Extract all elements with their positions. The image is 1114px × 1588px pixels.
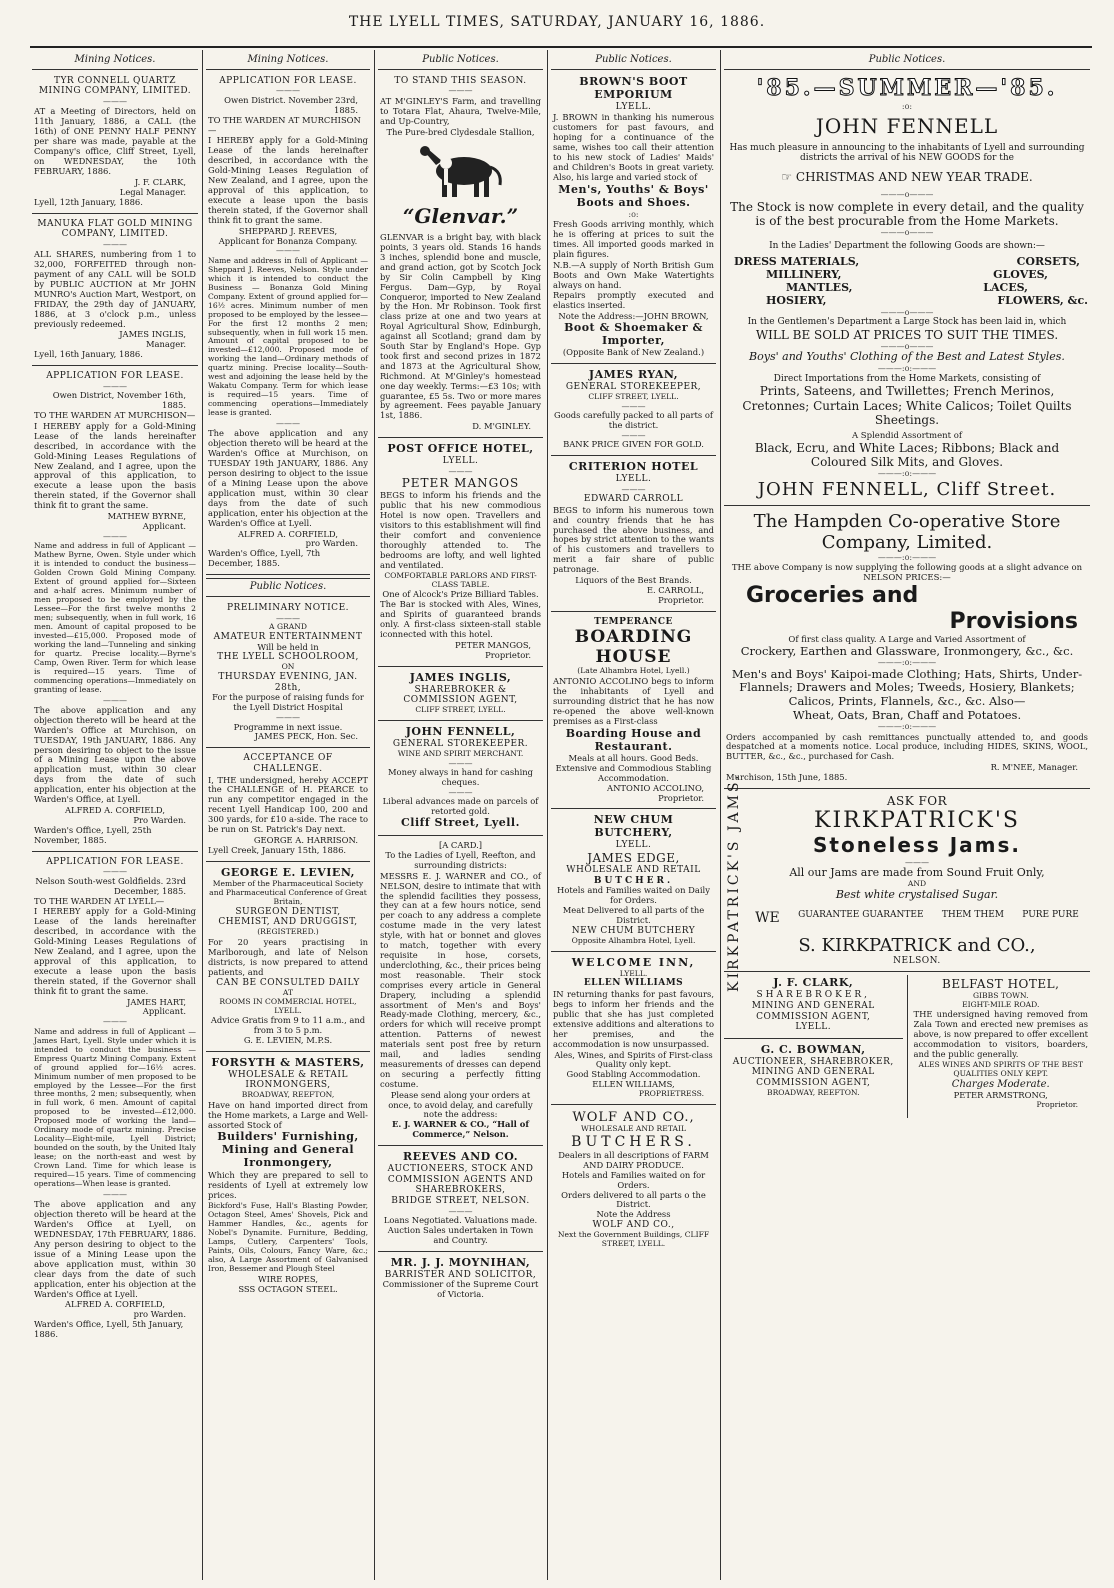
- signature: D. M'GINLEY.: [472, 421, 531, 432]
- warner-card: [A CARD.] To the Ladies of Lyell, Reefton, and surrounding districts: MESSRS E. J. WARNER and CO., of NELSON, desire to intimate that with the splendid facilities they possess, they can at a few hours notice, send per coach to any address a complete costume made in the very latest style, with hat or bonnet and gloves to match, together with every requisite in hose, corsets, underclothing, &c., their prices being most reasonable. Their stock comprises every article in General Drapery, including a splendid assortment of Men's and Boys' Ready-made Clothing, mercery, &c., orders for which will receive prompt attention. Patterns of newest materials sent post free by return mail, and ladies sending measurements of dresses can depend on securing a perfectly fitting costume. Please send along your orders at once, to avoid delay, and carefully note the address: E. J. WARNER & CO., “Hall of Commerce,” Nelson.: [378, 839, 543, 1146]
- reeves-lease-application: APPLICATION FOR LEASE. ——— Owen District. November 23rd, 1885. TO THE WARDEN AT MURCHISON— I HEREBY apply for a Gold-Mining Lease of the lands hereinafter described, in accordance with the Gold-Mining Leases Regulation of New Zealand, and I agree, upon the approval of this application, to execute a lease upon the basis therein stated, if the Governor shall think fit to grant the same. SHEPPARD J. REEVES, Applicant for Bonanza Company. ——— Name and address in full of Applicant —Sheppard J. Reeves, Nelson. Style under which it is intended to conduct the Business — Bonanza Gold Mining Company. Extent of ground applied for—16½ acres. Minimum number of men proposed to be employed by the lessee—For the first 12 months 2 men; subsequently, when in full work 15 men. Amount of capital proposed to be invested—£12,000. Proposed mode of working the land—Ordinary methods of quartz mining. Precise locality—South-west and adjoining the lease held by the Wakatu Company. Term for which lease is required—15 years. Time of commencing operations—Immediately lease is granted. ——— The above application and any objection thereto will be heard at the Warden's Office at Murchison, on TUESDAY 19th JANUARY, 1886. Any person desiring to object to the issue of a Mining Lease upon the above application must, within 30 clear days from the date of such application, enter his objection at the Warden's Office at Lyell. ALFRED A. CORFIELD, pro Warden. Warden's Office, Lyell, 7th December, 1885.: [206, 74, 370, 575]
- advert-title: The Hampden Co-operative Store Company, Limited.: [753, 510, 1061, 554]
- notice-title: TYR CONNELL QUARTZ MINING COMPANY, LIMITED.: [38, 75, 192, 97]
- clark-sharebroker-advert: J. F. CLARK, SHAREBROKER, MINING AND GENERAL COMMISSION AGENT, LYELL.: [724, 975, 903, 1038]
- temperance-boarding-house-advert: TEMPERANCE BOARDING HOUSE (Late Alhambra Hotel, Lyell.) ANTONIO ACCOLINO begs to inform the inhabitants of Lyell and surrounding district that he has now re-opened the above well-known premises as a First-class Boarding House and Restaurant. Meals at all hours. Good Beds. Extensive and Commodious Stabling Accommodation. ANTONIO ACCOLINO, Proprietor.: [551, 615, 716, 810]
- signature: GEORGE A. HARRISON.: [253, 834, 358, 845]
- notice-title: ACCEPTANCE OF CHALLENGE.: [243, 753, 333, 774]
- event-date: THURSDAY EVENING, JAN. 28th,: [218, 672, 358, 693]
- hampden-cooperative-advert: The Hampden Co-operative Store Company, Limited. ———:o:——— THE above Company is now supplying the following goods at a slight advance on NELSON PRICES:— Groceries and Provisions Of first class quality. A Large and Varied Assortment of Crockery, Earthen and Glassware, Ironmongery, &c., &c. ———:o:——— Men's and Boys' Kaipoi-made Clothing; Hats, Shirts, Under-Flannels; Drawers and Moles; Tweeds, Hosiery, Blankets; Calicos, Prints, Flannels, &c., &c. Also— Wheat, Oats, Bran, Chaff and Potatoes. ———:o:——— Orders accompanied by cash remittances punctually attended to, and goods despatched at a moments notice. Local produce, including HIDES, SKINS, WOOL, BUTTER, &c., &c., purchased for Cash. R. M'NEE, Manager. Murchison, 15th June, 1885.: [724, 509, 1090, 789]
- bowman-advert: G. C. BOWMAN, AUCTIONEER, SHAREBROKER, MINING AND GENERAL COMMISSION AGENT, BROADWAY, REEFTON.: [724, 1042, 903, 1103]
- addressee: TO THE WARDEN AT MURCHISON—: [208, 114, 361, 135]
- signature: E. CARROLL,: [646, 584, 704, 595]
- bottom-adverts: [724, 975, 1090, 1117]
- fennell-summer-advert: '85.—SUMMER—'85. :o: JOHN FENNELL Has much pleasure in announcing to the inhabitants of Lyell and surrounding districts the arrival of his NEW GOODS for the ☞ CHRISTMAS AND NEW YEAR TRADE. ———o——— The Stock is now complete in every detail, and the quality is of the best procurable from the Home Markets. ———o——— In the Ladies' Department the following Goods are shown:— DRESS MATERIALS, CORSETS, MILLINERY, GLOVES, MANTLES, LACES, HOSIERY, FLOWERS, &c. ———o——— In the Gentlemen's Department a Large Stock has been laid in, which WILL BE SOLD AT PRICES TO SUIT THE TIMES. ———o——— Boys' and Youths' Clothing of the Best and Latest Styles. ———:o:——— Direct Importations from the Home Markets, consisting of Prints, Sateens, and Twillettes; French Merinos, Cretonnes; Curtain Laces; White Calicos; Toilet Quilts Sheetings. A Splendid Assortment of Black, Ecru, and White Laces; Ribbons; Black and Coloured Silk Mits, and Gloves. ———:o:——— JOHN FENNELL, Cliff Street.: [724, 74, 1090, 506]
- stallion-name: “Glenvar.”: [402, 204, 519, 229]
- venue: THE LYELL SCHOOLROOM,: [217, 652, 359, 663]
- advert-title: BROWN'S BOOT EMPORIUM: [579, 74, 688, 101]
- advert-title: JAMES INGLIS,: [409, 670, 512, 684]
- fennell-storekeeper-advert: JOHN FENNELL, GENERAL STOREKEEPER. WINE AND SPIRIT MERCHANT. ——— Money always in hand for cashing cheques. ——— Liberal advances made on parcels of retorted gold. Cliff Street, Lyell.: [378, 724, 543, 836]
- column-3: [378, 52, 543, 1580]
- christmas-line: ☞ CHRISTMAS AND NEW YEAR TRADE.: [781, 170, 1033, 184]
- advert-title: POST OFFICE HOTEL,: [387, 442, 534, 456]
- place: Nelson South-west Goldfields. 23rd December, 1885.: [35, 875, 186, 896]
- signature: JAMES PECK, Hon. Sec.: [254, 731, 358, 742]
- signature: ANTONIO ACCOLINO,: [607, 782, 704, 793]
- wolf-and-co-advert: WOLF AND CO., WHOLESALE AND RETAIL BUTCHERS. Dealers in all descriptions of FARM AND DAIRY PRODUCE. Hotels and Families waited on for Orders. Orders delivered to all parts o the District. Note the Address WOLF AND CO., Next the Government Buildings, CLIFF STREET, LYELL.: [551, 1108, 716, 1254]
- date: Lyell Creek, January 15th, 1886.: [208, 844, 347, 855]
- notice-body: I HEREBY apply for a Gold-Mining Lease of the lands hereinafter described, in accordance with the Gold-Mining Leases Regulations of New Zealand, and I agree, upon the approval of this application, to execute a lease upon the basis therein stated, if the Governor shall think fit to grant the same.: [34, 420, 196, 511]
- role: Applicant for Bonanza Company.: [218, 235, 358, 246]
- lease-details: Name and address in full of Applicant —James Hart, Lyell. Style under which it is intended to conduct the business — Empress Quartz Mining Company. Extent of ground applied for—16½ acres. Minimum number of men proposed to be employed by the Lessee—For the first three months, 2 men; subsequently, when in full work, 6 men. Amount of capital proposed to be invested—£12,000. Proposed mode of working the land—Ordinary mode of quartz mining. Precise Locality—Eight-mile, Lyell District; bounded on the south, by the United Italy lease; on the north-east and west by Crown Land. Time for which lease is required—15 years. Time of commencing operations—When lease is granted.: [34, 1026, 196, 1189]
- place: Owen District, November 16th, 1885.: [52, 390, 186, 411]
- date: Lyell, 16th January, 1886.: [34, 349, 143, 360]
- column-5: [724, 52, 1090, 1580]
- role: Applicant.: [142, 1006, 186, 1017]
- notice-title: PRELIMINARY NOTICE.: [226, 602, 349, 613]
- column-header: Public Notices.: [724, 52, 1090, 70]
- advert-title: JOHN FENNELL: [815, 114, 999, 139]
- addressee: TO THE WARDEN AT MURCHISON—: [34, 410, 196, 420]
- column-4: [551, 52, 716, 1580]
- signature: JAMES INGLIS,: [119, 329, 186, 340]
- challenge-notice: [206, 751, 370, 861]
- warden-signature: ALFRED A. CORFIELD,: [64, 805, 166, 816]
- advert-title: NEW CHUM BUTCHERY,: [593, 813, 674, 840]
- notice-body: ALL SHARES, numbering from 1 to 32,000, FORFEITED through non-payment of any CALL will be SOLD by PUBLIC AUCTION at Mr JOHN MUNRO's Auction Mart, Westport, on FRIDAY, the 29th day of JANUARY, 1886, at 3 o'clock p.m., unless previously redeemed.: [34, 249, 196, 329]
- notice-body: I, THE undersigned, hereby ACCEPT the CHALLENGE of H. PEARCE to run any competitor engaged in the recent Lyell Handicap 100, 200 and 300 yards, for £10 a-side. The race to be run on St. Patrick's Day next.: [208, 774, 368, 835]
- role: Manager.: [145, 339, 186, 350]
- advert-title: BELFAST HOTEL,: [942, 977, 1060, 992]
- groceries-heading: Groceries and: [746, 582, 919, 608]
- event-name: AMATEUR ENTERTAINMENT: [213, 631, 363, 642]
- notice-title: APPLICATION FOR LEASE.: [46, 856, 184, 867]
- glenvar-stallion-advert: TO STAND THIS SEASON. ——— AT M'GINLEY'S Farm, and travelling to Totara Flat, Ahaura, Twelve-Mile, and Up-Country, The Pure-bred Clydesdale Stallion, “Glenvar.” GLENVAR is a bright bay, with black points, 3 years old. Stands 16 hands 3 inches, splendid bone and muscle, and grand action, got by Scotch Jock by Sir Colin Campbell by King Fergus. Dam—Gyp, by Royal Conqueror, imported to New Zealand by the Hon. Mr Robinson. Took first class prize at one and two years at Royal Agricultural Show, Edinburgh, against all Scotland; grand dam by South Star by England's Hope. Gyp took first and second prizes in 1872 and 1873 at the Agricultural Show, Richmond. At M'Ginley's homestead one day weekly. Terms:—£3 10s; with guarantee, £5 5s. Two or more mares by agreement. Fees payable January 1st, 1886. D. M'GINLEY.: [378, 74, 543, 438]
- advert-title: TO STAND THIS SEASON.: [394, 75, 527, 86]
- column-header: Public Notices.: [378, 52, 543, 70]
- provisions-heading: Provisions: [949, 608, 1078, 634]
- advert-title: JOHN FENNELL,: [405, 725, 516, 738]
- advert-title: GEORGE E. LEVIEN,: [220, 865, 356, 879]
- column-rule: [547, 50, 548, 1580]
- advert-title: FORSYTH & MASTERS,: [211, 1055, 365, 1069]
- reeves-auctioneers-advert: REEVES AND CO. AUCTIONEERS, STOCK AND COMMISSION AGENTS AND SHAREBROKERS, BRIDGE STREET, NELSON. ——— Loans Negotiated. Valuations made. Auction Sales undertaken in Town and Country.: [378, 1149, 543, 1252]
- advert-title: MR. J. J. MOYNIHAN,: [390, 1255, 531, 1269]
- notice-body: I HEREBY apply for a Gold-Mining Lease of the lands hereinafter described, in accordance with the Gold-Mining Leases Regulation of New Zealand, and I agree, upon the approval of this application, to execute a lease upon the basis therein stated, if the Governor shall think fit to grant the same.: [208, 135, 368, 225]
- office-date: Warden's Office, Lyell, 25th November, 1885.: [34, 824, 152, 845]
- column-1: [32, 52, 198, 1580]
- guarantee-line: WE GUARANTEE GUARANTEE THEM THEM PURE PURE: [755, 910, 1079, 927]
- lease-details: Name and address in full of Applicant —Sheppard J. Reeves, Nelson. Style under which it is intended to conduct the Business — Bonanza Gold Mining Company. Extent of ground applied for—16½ acres. Minimum number of men proposed to be employed by the lessee—For the first 12 months 2 men; subsequently, when in full work 15 men. Amount of capital proposed to be invested—£12,000. Proposed mode of working the land—Ordinary methods of quartz mining. Precise locality—South-west and adjoining the lease held by the Wakatu Company. Term for which lease is required—15 years. Time of commencing operations—Immediately lease is granted.: [208, 255, 368, 418]
- brown-boot-emporium-advert: BROWN'S BOOT EMPORIUM LYELL. J. BROWN in thanking his numerous customers for past favours, and hoping for a continuance of the same, wishes too call their attention to his new stock of Ladies' Maids' and Children's Boots in great variety. Also, his large and varied stock of Men's, Youths' & Boys' Boots and Shoes. :o: Fresh Goods arriving monthly, which he is offering at prices to suit the times. All imported goods marked in plain figures. N.B.—A supply of North British Gum Boots and Own Make Watertights always on hand. Repairs promptly executed and elastics inserted. Note the Address:—JOHN BROWN, Boot & Shoemaker & Importer, (Opposite Bank of New Zealand.): [551, 74, 716, 364]
- notice-title: APPLICATION FOR LEASE.: [219, 75, 357, 86]
- advert-title: KIRKPATRICK'S: [814, 808, 1020, 834]
- criterion-hotel-advert: CRITERION HOTEL LYELL. ——— EDWARD CARROLL BEGS to inform his numerous town and country friends that he has purchased the above business, and hopes by strict attention to the wants of his customers and travellers to merit a fair share of public patronage. Liquors of the Best Brands. E. CARROLL, Proprietor.: [551, 459, 716, 612]
- tyr-connell-notice: TYR CONNELL QUARTZ MINING COMPANY, LIMITED. ——— AT a Meeting of Directors, held on 11th January, 1886, a CALL (the 16th) of ONE PENNY HALF PENNY per share was made, payable at the Company's office, Cliff Street, Lyell, on WEDNESDAY, the 10th FEBRUARY, 1886. J. F. CLARK, Legal Manager. Lyell, 12th January, 1886.: [32, 74, 198, 214]
- manuka-flat-notice: MANUKA FLAT GOLD MINING COMPANY, LIMITED. ——— ALL SHARES, numbering from 1 to 32,000, FORFEITED through non-payment of any CALL will be SOLD by PUBLIC AUCTION at Mr JOHN MUNRO's Auction Mart, Westport, on FRIDAY, the 29th day of JANUARY, 1886, at 3 o'clock p.m., unless previously redeemed. JAMES INGLIS, Manager. Lyell, 16th January, 1886.: [32, 217, 198, 367]
- signature: PETER MANGOS,: [454, 640, 531, 651]
- advert-title: CRITERION HOTEL: [568, 460, 699, 474]
- forsyth-masters-advert: FORSYTH & MASTERS, WHOLESALE & RETAIL IRONMONGERS, BROADWAY, REEFTON, Have on hand imported direct from the Home markets, a Large and Well-assorted Stock of Builders' Furnishing, Mining and General Ironmongery, Which they are prepared to sell to residents of Lyell at extremely low prices. Bickford's Fuse, Hall's Blasting Powder, Octagon Steel, Ames' Shovels, Pick and Hammer Handles, &c., agents for Nobel's Dynamite. Furniture, Bedding, Lamps, Cutlery, Carpenters' Tools, Paints, Oils, Colours, Fancy Ware, &c.; also, A Large Assortment of Galvanised Iron, Bessemer and Plough Steel WIRE ROPES, SSS OCTAGON STEEL.: [208, 1055, 368, 1294]
- levien-advert: GEORGE E. LEVIEN, Member of the Pharmaceutical Society and Pharmaceutical Conference of Great Britain, SURGEON DENTIST, CHEMIST, AND DRUGGIST, (REGISTERED.) For 20 years practising in Marlborough, and late of Nelson districts, is now prepared to attend patients, and CAN BE CONSULTED DAILY AT ROOMS IN COMMERCIAL HOTEL, LYELL. Advice Gratis from 9 to 11 a.m., and from 3 to 5 p.m. G. E. LEVIEN, M.P.S.: [206, 865, 370, 1052]
- ladies-goods: DRESS MATERIALS, CORSETS,: [734, 254, 1080, 268]
- signature: E. J. WARNER & CO., “Hall of Commerce,” Nelson.: [392, 1119, 529, 1140]
- column-2: [206, 52, 370, 1580]
- advert-title: G. C. BOWMAN,: [760, 1042, 866, 1056]
- james-ryan-advert: JAMES RYAN, GENERAL STOREKEEPER, CLIFF STREET, LYELL. ——— Goods carefully packed to all parts of the district. ——— BANK PRICE GIVEN FOR GOLD.: [551, 367, 716, 456]
- belfast-hotel-advert: BELFAST HOTEL, GIBBS TOWN. EIGHT-MILE ROAD. THE undersigned having removed from Zala Town and erected new premises as above, is now prepared to offer excellent accommodation to visitors, boarders, and the public generally. ALES WINES AND SPIRITS OF THE BEST QUALITIES ONLY KEPT. Charges Moderate. PETER ARMSTRONG, Proprietor.: [913, 977, 1088, 1109]
- welcome-inn-advert: WELCOME INN, LYELL. ELLEN WILLIAMS IN returning thanks for past favours, begs to inform her friends and the public that she has just completed extensive additions and alterations to her premises, and the accommodation is now unsurpassed. Ales, Wines, and Spirits of First-class Quality only kept. Good Stabling Accommodation. ELLEN WILLIAMS, PROPRIETRESS.: [551, 955, 716, 1106]
- lease-details: Name and address in full of Applicant —Mathew Byrne, Owen. Style under which it is intended to conduct the business—Golden Crown Gold Mining Company. Extent of ground applied for—Sixteen and a-half acres. Minimum number of men proposed to be employed by the Lessee—For the first twelve months 2 men; subsequently, when in full work, 16 men. Amount of capital proposed to be invested—£15,000. Proposed mode of working the land—Tunneling and sinking for quartz. Precise locality.—Byrne's Camp, Owen River. Term for which lease is required—15 years. Time of commencing operations—Immediately on granting of lease.: [34, 541, 196, 694]
- signature: G. E. LEVIEN, M.P.S.: [243, 1034, 333, 1045]
- horse-illustration-icon: [416, 141, 506, 201]
- date: Murchison, 15th June, 1885.: [726, 772, 848, 783]
- column-rule: [202, 50, 203, 1580]
- notice-title: MANUKA FLAT GOLD MINING COMPANY, LIMITED.: [37, 218, 193, 240]
- office-date: Warden's Office, Lyell, 5th January, 1886.: [34, 1319, 184, 1340]
- signature: SHEPPARD J. REEVES,: [238, 225, 338, 236]
- warden-role: pro Warden.: [305, 538, 358, 549]
- warden-signature: ALFRED A. CORFIELD,: [64, 1299, 166, 1310]
- hearing-notice: The above application and any objection thereto will be heard at the Warden's Office at Lyell, on WEDNESDAY, 17th FEBRUARY, 1886. Any person desiring to object to the issue of a Mining Lease upon the above application must, within 30 clear days from the date of such application, enter his objection at the Warden's Office at Lyell.: [34, 1199, 196, 1299]
- column-header: Mining Notices.: [32, 52, 198, 70]
- new-chum-butchery-advert: NEW CHUM BUTCHERY, LYELL. JAMES EDGE, WHOLESALE AND RETAIL BUTCHER. Hotels and Families waited on Daily for Orders. Meat Delivered to all parts of the District. NEW CHUM BUTCHERY Opposite Alhambra Hotel, Lyell.: [551, 812, 716, 951]
- date: Lyell, 12th January, 1886.: [34, 196, 143, 207]
- signature: PETER ARMSTRONG,: [953, 1089, 1048, 1100]
- summer-banner: '85.—SUMMER—'85.: [756, 74, 1058, 101]
- office-date: Warden's Office, Lyell, 7th December, 1885.: [208, 548, 321, 569]
- column-header: Public Notices.: [206, 578, 370, 597]
- notice-title: APPLICATION FOR LEASE.: [46, 371, 184, 382]
- signature: MATHEW BYRNE,: [107, 511, 186, 522]
- advert-title: REEVES AND CO.: [402, 1150, 519, 1164]
- notice-body: AT a Meeting of Directors, held on 11th January, 1886, a CALL (the 16th) of ONE PENNY HALF PENNY per share was made, payable at the Company's office, Cliff Street, Lyell, on WEDNESDAY, the 10th FEBRUARY, 1886.: [34, 106, 196, 176]
- advert-title: WOLF AND CO.,: [572, 1110, 695, 1126]
- moynihan-advert: MR. J. J. MOYNIHAN, BARRISTER AND SOLICITOR, Commissioner of the Supreme Court of Victoria.: [378, 1255, 543, 1305]
- role: Legal Manager.: [119, 186, 186, 197]
- byrne-lease-application: APPLICATION FOR LEASE. ——— Owen District, November 16th, 1885. TO THE WARDEN AT MURCHISON— I HEREBY apply for a Gold-Mining Lease of the lands hereinafter described, in accordance with the Gold-Mining Leases Regulations of New Zealand, and I agree, upon the approval of this application, to execute a lease upon the basis therein stated, if the Governor shall think fit to grant the same. MATHEW BYRNE, Applicant. ——— Name and address in full of Applicant —Mathew Byrne, Owen. Style under which it is intended to conduct the business—Golden Crown Gold Mining Company. Extent of ground applied for—Sixteen and a-half acres. Minimum number of men proposed to be employed by the Lessee—For the first twelve months 2 men; subsequently, when in full work, 16 men. Amount of capital proposed to be invested—£15,000. Proposed mode of working the land—Tunneling and sinking for quartz. Precise locality.—Byrne's Camp, Owen River. Term for which lease is required—15 years. Time of commencing operations—Immediately on granting of lease. ——— The above application and any objection thereto will be heard at the Warden's Office at Murchison, on TUESDAY, 19th JANUARY, 1886. Any person desiring to object to the issue of a Mining Lease upon the above application must, within 30 clear days from the date of such application, enter his objection at the Warden's Office, at Lyell. ALFRED A. CORFIELD, Pro Warden. Warden's Office, Lyell, 25th November, 1885.: [32, 369, 198, 852]
- hearing-notice: The above application and any objection thereto will be heard at the Warden's Office at Murchison, on TUESDAY 19th JANUARY, 1886. Any person desiring to object to the issue of a Mining Lease upon the above application must, within 30 clear days from the date of such application, enter his objection at the Warden's Office at Lyell.: [208, 428, 368, 528]
- post-office-hotel-advert: POST OFFICE HOTEL, LYELL. ——— PETER MANGOS BEGS to inform his friends and the public that his new commodious Hotel is now open. Travellers and visitors to this establishment will find their comfort and convenience thoroughly attended to. The bedrooms are lofty, and well lighted and ventilated. COMFORTABLE PARLORS AND FIRST-CLASS TABLE. One of Alcock's Prize Billiard Tables. The Bar is stocked with Ales, Wines, and Spirits of guaranteed brands only. A first-class sixteen-stall stable iconnected with this hotel. PETER MANGOS, Proprietor.: [378, 441, 543, 667]
- column-rule: [720, 50, 721, 1580]
- advert-title: JAMES RYAN,: [588, 367, 679, 381]
- column-header: Mining Notices.: [206, 52, 370, 70]
- notice-body: I HEREBY apply for a Gold-Mining Lease of the lands hereinafter described, in accordance with the Gold-Mining Leases Regulations of New Zealand, and I agree, upon the approval of this application, to execute a lease upon the basis therein stated, if the Governor shall think fit to grant the same.: [34, 906, 196, 996]
- kirkpatrick-jams-advert: KIRKPATRICK'S JAMS. ASK FOR KIRKPATRICK'S Stoneless Jams. ——— All our Jams are made from Sound Fruit Only, AND Best white crystalised Sugar. WE GUARANTEE GUARANTEE THEM THEM PURE PURE S. KIRKPATRICK and CO., NELSON.: [724, 792, 1090, 972]
- place: Owen District. November 23rd, 1885.: [224, 94, 358, 115]
- signature: JAMES HART,: [126, 996, 186, 1007]
- entertainment-notice: PRELIMINARY NOTICE. ——— A GRAND AMATEUR ENTERTAINMENT Will be held in THE LYELL SCHOOLROOM, ON THURSDAY EVENING, JAN. 28th, For the purpose of raising funds for the Lyell District Hospital ——— Programme in next issue. JAMES PECK, Hon. Sec.: [206, 601, 370, 748]
- signature: R. M'NEE, Manager.: [990, 762, 1078, 773]
- signature: ELLEN WILLIAMS,: [592, 1079, 675, 1090]
- hearing-notice: The above application and any objection thereto will be heard at the Warden's Office at Murchison, on TUESDAY, 19th JANUARY, 1886. Any person desiring to object to the issue of a Mining Lease upon the above application must, within 30 clear days from the date of such application, enter his objection at the Warden's Office, at Lyell.: [34, 704, 196, 805]
- masthead: THE LYELL TIMES, SATURDAY, JANUARY 16, 1886.: [348, 14, 766, 30]
- pointing-hand-icon: ☞: [781, 170, 796, 184]
- inglis-sharebroker-advert: JAMES INGLIS, SHAREBROKER & COMMISSION AGENT, CLIFF STREET, LYELL.: [378, 670, 543, 721]
- signature: J. F. CLARK,: [134, 176, 186, 187]
- hart-lease-application: APPLICATION FOR LEASE. ——— Nelson South-west Goldfields. 23rd December, 1885. TO THE WARDEN AT LYELL— I HEREBY apply for a Gold-Mining Lease of the lands hereinafter described, in accordance with the Gold-Mining Leases Regulations of New Zealand, and I agree, upon the approval of this application, to execute a lease upon the basis therein stated, if the Governor shall think fit to grant the same. JAMES HART, Applicant. ——— Name and address in full of Applicant —James Hart, Lyell. Style under which it is intended to conduct the business — Empress Quartz Mining Company. Extent of ground applied for—16½ acres. Minimum number of men proposed to be employed by the Lessee—For the first three months, 2 men; subsequently, when in full work, 6 men. Amount of capital proposed to be invested—£12,000. Proposed mode of working the land—Ordinary mode of quartz mining. Precise Locality—Eight-mile, Lyell District; bounded on the south, by the United Italy lease; on the north-east and west by Crown Land. Time for which lease is required—15 years. Time of commencing operations—When lease is granted. ——— The above application and any objection thereto will be heard at the Warden's Office at Lyell, on WEDNESDAY, 17th FEBRUARY, 1886. Any person desiring to object to the issue of a Mining Lease upon the above application must, within 30 clear days from the date of such application, enter his objection at the Warden's Office at Lyell. ALFRED A. CORFIELD, pro Warden. Warden's Office, Lyell, 5th January, 1886.: [34, 856, 196, 1340]
- advert-title: BOARDING HOUSE: [574, 627, 693, 668]
- warden-signature: ALFRED A. CORFIELD,: [237, 528, 339, 539]
- advert-title: J. F. CLARK,: [773, 976, 854, 990]
- column-header: Public Notices.: [551, 52, 716, 70]
- fennell-footer: JOHN FENNELL, Cliff Street.: [757, 478, 1057, 500]
- role: Applicant.: [142, 520, 186, 531]
- side-label: KIRKPATRICK'S JAMS.: [726, 772, 742, 993]
- column-rule: [374, 50, 375, 1580]
- addressee: TO THE WARDEN AT LYELL—: [34, 895, 165, 906]
- warden-role: Pro Warden.: [133, 814, 186, 825]
- warden-role: pro Warden.: [133, 1309, 186, 1320]
- header-rule: [30, 46, 1092, 48]
- advert-title: WELCOME INN,: [571, 955, 696, 969]
